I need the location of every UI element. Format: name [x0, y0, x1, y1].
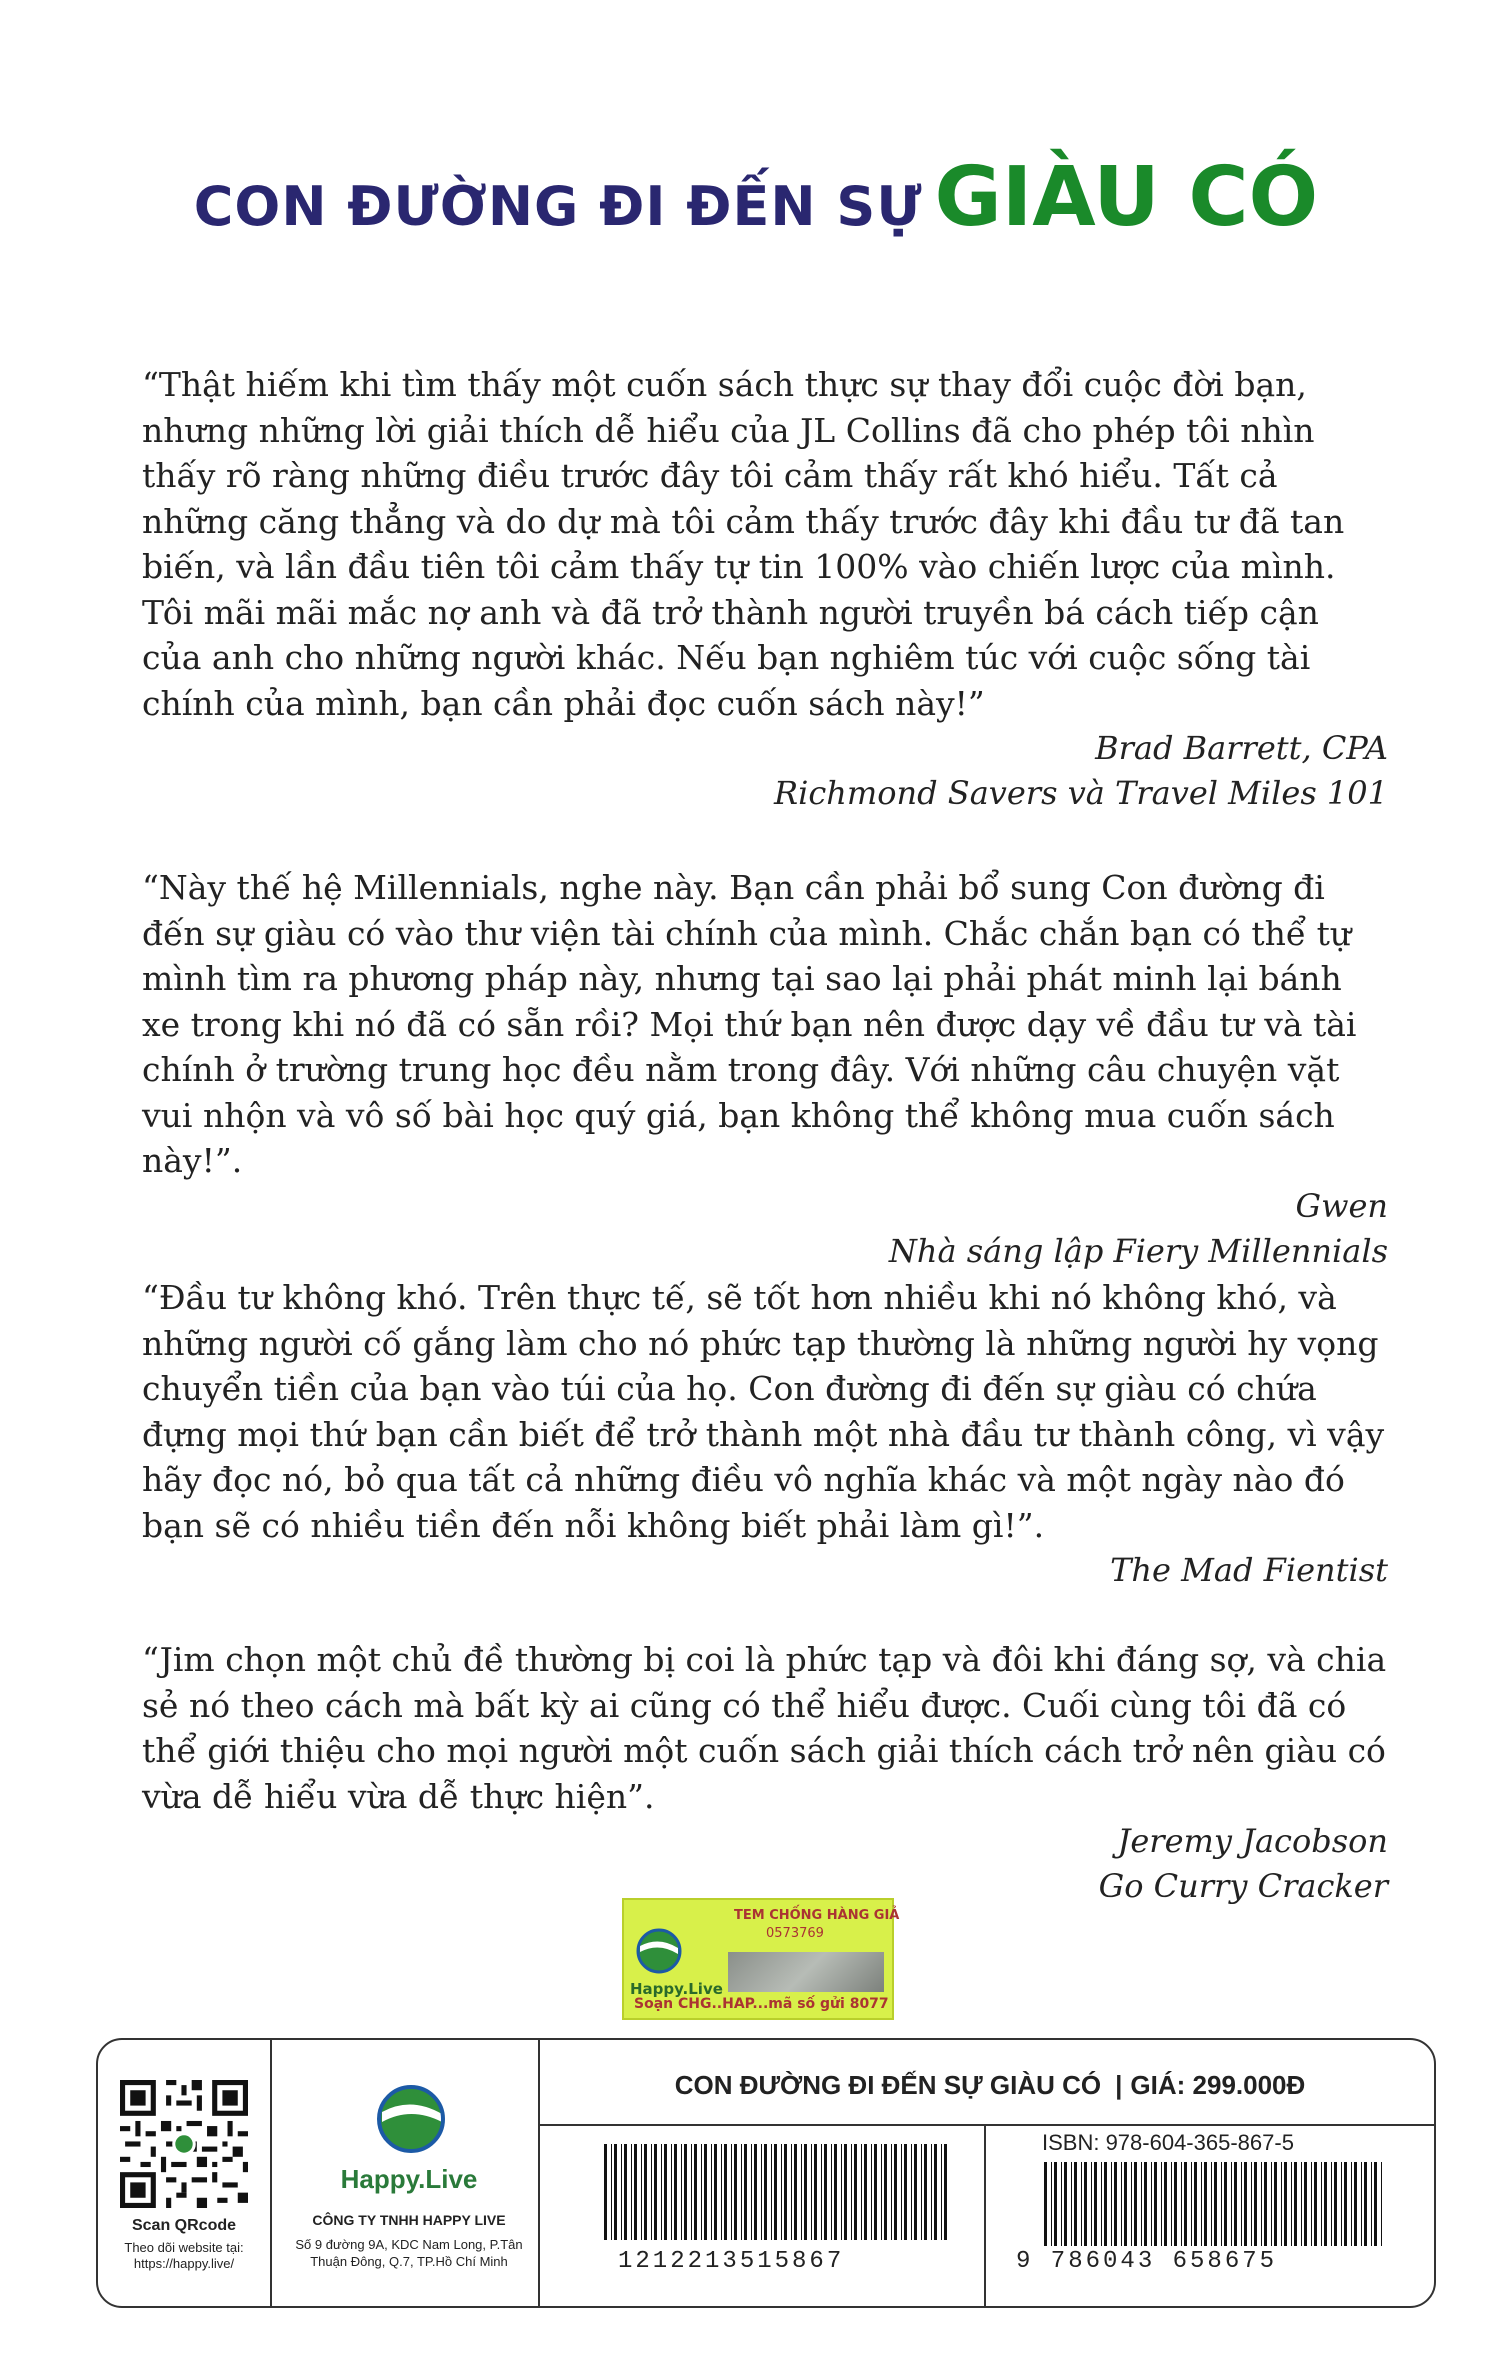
quote-source: Richmond Savers và Travel Miles 101 — [774, 774, 1388, 812]
barcode-2-number: 9 786043 658675 — [1016, 2248, 1278, 2275]
quote-block-2 — [142, 865, 1388, 1274]
quote-block-3 — [142, 1275, 1388, 1593]
sticker-top-text: TEM CHỐNG HÀNG GIẢ — [734, 1908, 900, 1923]
divider — [270, 2040, 272, 2306]
barcode-1-icon — [602, 2144, 950, 2240]
quote-author: Jeremy Jacobson — [1117, 1822, 1388, 1860]
happy-live-logo-icon — [376, 2084, 446, 2154]
sticker-bottom-text: Soạn CHG..HAP...mã số gửi 8077 — [634, 1996, 889, 2012]
title-part-2: GIÀU CÓ — [934, 150, 1319, 245]
happy-live-logo-icon — [636, 1928, 682, 1974]
barcode-1-number: 1212213515867 — [618, 2248, 845, 2275]
quote-text: “Thật hiếm khi tìm thấy một cuốn sách thực sự thay đổi cuộc đời bạn, nhưng những lời giải thích dễ hiểu của JL Collins đã cho phép tôi nhìn thấy rõ ràng những điều trước đây tôi cảm thấy rất khó hiểu. Tất cả những căng thẳng và do dự mà tôi cảm thấy trước đây khi đầu tư đã tan biến, và lần đầu tiên tôi cảm thấy tự tin 100% vào chiến lược của mình. Tôi mãi mãi mắc nợ anh và đã trở thành người truyền bá cách tiếp cận của anh cho những người khác. Nếu bạn nghiêm túc với cuộc sống tài chính của mình, bạn cần phải đọc cuốn sách này!” — [142, 365, 1345, 723]
quote-text: “Jim chọn một chủ đề thường bị coi là phức tạp và đôi khi đáng sợ, và chia sẻ nó theo cách mà bất kỳ ai cũng có thể hiểu được. Cuối cùng tôi đã có thể giới thiệu cho mọi người một cuốn sách giải thích cách trở nên giàu có vừa dễ hiểu vừa dễ thực hiện”. — [142, 1640, 1387, 1816]
isbn: ISBN: 978-604-365-867-5 — [1042, 2130, 1294, 2155]
publisher-brand: Happy.Live — [340, 2164, 478, 2194]
quote-source: Go Curry Cracker — [1098, 1867, 1388, 1905]
quote-author: Gwen — [1295, 1186, 1388, 1225]
price: GIÁ: 299.000Đ — [1130, 2070, 1306, 2100]
quote-block-4 — [142, 1637, 1388, 1909]
divider — [538, 2124, 1434, 2126]
title-part-1: CON ĐƯỜNG ĐI ĐẾN SỰ — [193, 175, 923, 238]
qr-sublabel[interactable]: Theo dõi website tại: https://happy.live/ — [124, 2240, 244, 2271]
publisher-company: CÔNG TY TNHH HAPPY LIVE — [312, 2212, 506, 2228]
barcode-2-icon — [1042, 2162, 1386, 2246]
sticker-brand: Happy.Live — [630, 1980, 723, 1998]
quote-author: The Mad Fientist — [1110, 1551, 1388, 1589]
divider — [538, 2040, 540, 2306]
footer-book-title: CON ĐƯỜNG ĐI ĐẾN SỰ GIÀU CÓ — [674, 2070, 1102, 2100]
sticker-code: 0573769 — [766, 1926, 824, 1941]
publisher-info-box — [96, 2038, 1436, 2308]
quote-source: Nhà sáng lập Fiery Millennials — [888, 1231, 1388, 1270]
separator: | — [1115, 2070, 1123, 2100]
qr-code-icon[interactable] — [120, 2080, 248, 2208]
book-price-line — [560, 2070, 1420, 2101]
quote-author: Brad Barrett, CPA — [1095, 729, 1388, 767]
scratch-area[interactable] — [728, 1952, 884, 1992]
publisher-address: Số 9 đường 9A, KDC Nam Long, P.Tân Thuận Đông, Q.7, TP.Hồ Chí Minh — [295, 2237, 523, 2269]
anti-counterfeit-sticker — [622, 1898, 900, 2020]
qr-label: Scan QRcode — [131, 2217, 237, 2234]
quote-text: “Đầu tư không khó. Trên thực tế, sẽ tốt hơn nhiều khi nó không khó, và những người cố gắng làm cho nó phức tạp thường là những người hy vọng chuyển tiền của bạn vào túi của họ. Con đường đi đến sự giàu có chứa đựng mọi thứ bạn cần biết để trở thành một nhà đầu tư thành công, vì vậy hãy đọc nó, bỏ qua tất cả những điều vô nghĩa khác và một ngày nào đó bạn sẽ có nhiều tiền đến nỗi không biết phải làm gì!”. — [142, 1278, 1385, 1545]
book-title — [0, 150, 1512, 245]
divider — [984, 2124, 986, 2306]
quote-block-1 — [142, 362, 1388, 816]
quote-text: “Này thế hệ Millennials, nghe này. Bạn cần phải bổ sung Con đường đi đến sự giàu có vào thư viện tài chính của mình. Chắc chắn bạn có thể tự mình tìm ra phương pháp này, nhưng tại sao lại phải phát minh lại bánh xe trong khi nó đã có sẵn rồi? Mọi thứ bạn nên được dạy về đầu tư và tài chính ở trường trung học đều nằm trong đây. Với những câu chuyện vặt vui nhộn và vô số bài học quý giá, bạn không thể không mua cuốn sách này!”. — [142, 868, 1357, 1180]
